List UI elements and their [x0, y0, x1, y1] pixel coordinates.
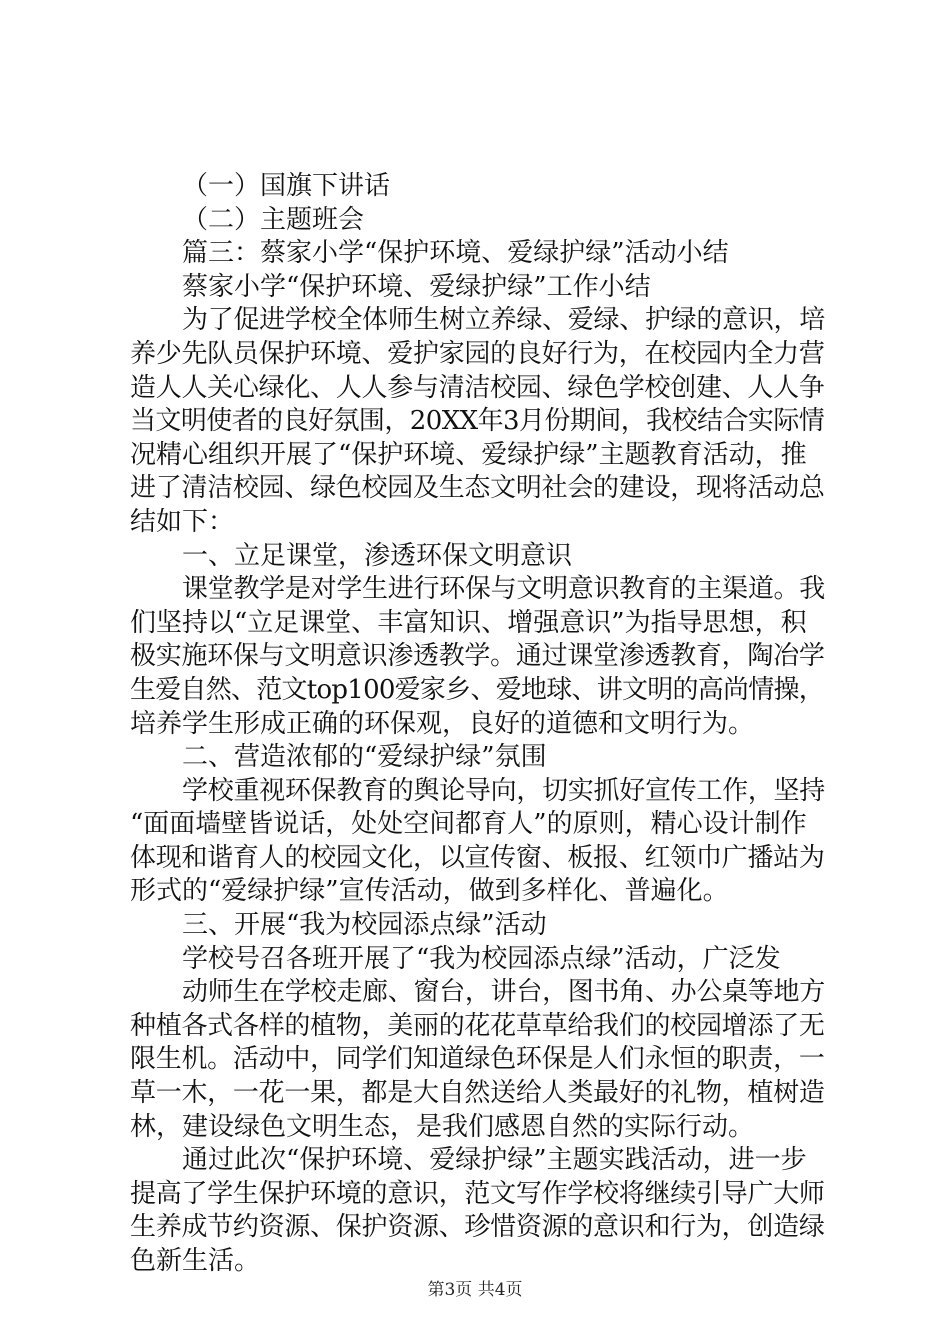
text-line: 当文明使者的良好氛围，20XX年3月份期间，我校结合实际情 — [130, 406, 825, 437]
text-line: 为了促进学校全体师生树立养绿、爱绿、护绿的意识，培 — [182, 305, 825, 336]
text-line: （二）主题班会 — [182, 204, 365, 235]
text-line: 提高了学生保护环境的意识，范文写作学校将继续引导广大师 — [130, 1178, 825, 1209]
text-line: 结如下： — [130, 506, 235, 537]
text-line: 学校重视环保教育的舆论导向，切实抓好宣传工作，坚持 — [182, 775, 825, 806]
page-footer: 第3页 共4页 — [427, 1280, 523, 1300]
text-line: 蔡家小学“保护环境、爱绿护绿”工作小结 — [182, 271, 651, 302]
text-line: 篇三：蔡家小学“保护环境、爱绿护绿”活动小结 — [182, 238, 729, 269]
text-line: 极实施环保与文明意识渗透教学。通过课堂渗透教育，陶冶学 — [130, 641, 825, 672]
text-line: 三、开展“我为校园添点绿”活动 — [182, 910, 547, 941]
text-line: 养少先队员保护环境、爱护家园的良好行为，在校园内全力营 — [130, 338, 825, 369]
text-line: 体现和谐育人的校园文化，以宣传窗、板报、红领巾广播站为 — [130, 842, 825, 873]
document-body — [130, 170, 830, 1279]
text-line: 生爱自然、范文top100爱家乡、爱地球、讲文明的高尚情操， — [130, 674, 824, 705]
text-line: 形式的“爱绿护绿”宣传活动，做到多样化、普遍化。 — [130, 876, 729, 907]
text-line: 学校号召各班开展了“我为校园添点绿”活动，广泛发 — [182, 943, 781, 974]
text-line: 培养学生形成正确的环保观，良好的道德和文明行为。 — [130, 708, 755, 739]
text-line: 草一木，一花一果，都是大自然送给人类最好的礼物，植树造 — [130, 1078, 825, 1109]
text-line: 况精心组织开展了“保护环境、爱绿护绿”主题教育活动，推 — [130, 439, 807, 470]
text-line: 课堂教学是对学生进行环保与文明意识教育的主渠道。我 — [182, 574, 825, 605]
text-line: 一、立足课堂，渗透环保文明意识 — [182, 540, 573, 571]
text-line: 生养成节约资源、保护资源、珍惜资源的意识和行为，创造绿 — [130, 1212, 825, 1243]
text-line: 二、营造浓郁的“爱绿护绿”氛围 — [182, 742, 547, 773]
text-line: 们坚持以“立足课堂、丰富知识、增强意识”为指导思想，积 — [130, 607, 807, 638]
text-line: （一）国旗下讲话 — [182, 171, 391, 201]
text-line: 色新生活。 — [130, 1246, 261, 1276]
text-line: “面面墙壁皆说话，处处空间都育人”的原则，精心设计制作 — [130, 809, 807, 840]
text-line: 造人人关心绿化、人人参与清洁校园、绿色学校创建、人人争 — [130, 372, 825, 403]
text-line: 林，建设绿色文明生态，是我们感恩自然的实际行动。 — [130, 1111, 755, 1142]
text-line: 限生机。活动中，同学们知道绿色环保是人们永恒的职责，一 — [130, 1044, 825, 1075]
text-line: 通过此次“保护环境、爱绿护绿”主题实践活动，进一步 — [182, 1145, 807, 1176]
text-line: 进了清洁校园、绿色校园及生态文明社会的建设，现将活动总 — [130, 473, 825, 504]
text-line: 动师生在学校走廊、窗台，讲台，图书角、办公桌等地方 — [182, 977, 825, 1008]
text-line: 种植各式各样的植物，美丽的花花草草给我们的校园增添了无 — [130, 1010, 825, 1041]
